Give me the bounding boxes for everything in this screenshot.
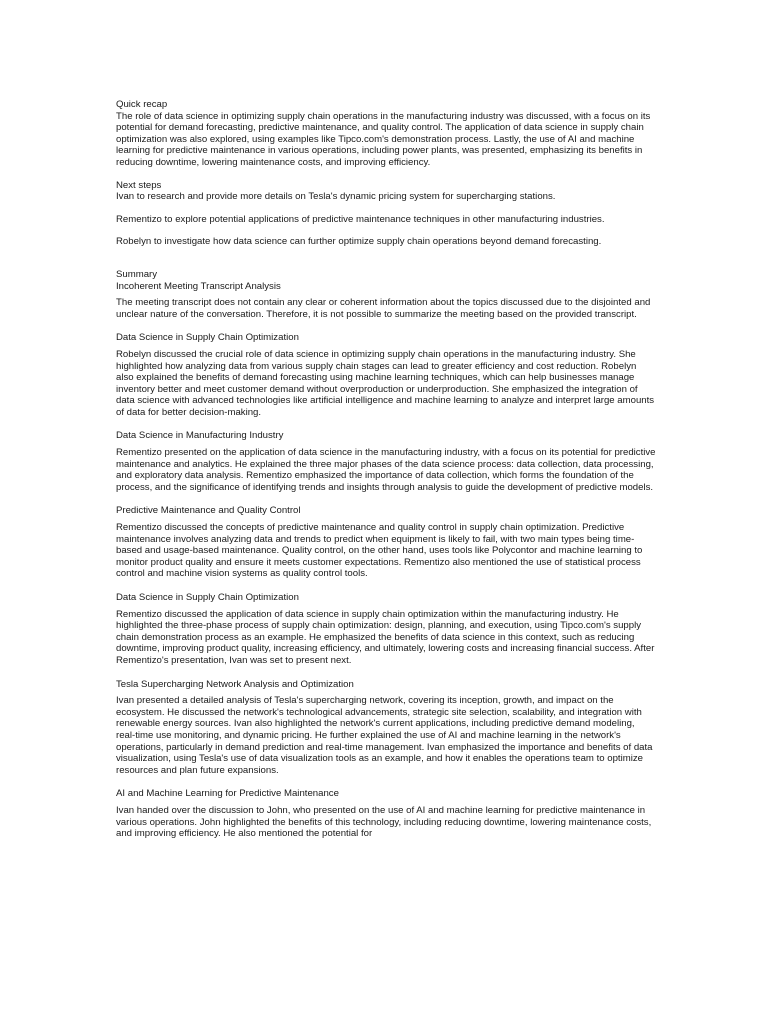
section-heading: Incoherent Meeting Transcript Analysis bbox=[116, 280, 281, 292]
section-text: Rementizo presented on the application of data science in the manufacturing industry, with a focus on its potential for predictive maintenance and analytics. He explained the three major phases of the data science process: data collection, data processing, and exploratory data analysis. Rementizo emphasized the importance of data collection, which forms the foundation of the process, and the significance of identifying trends and insights through analysis to guide the development of predictive models. bbox=[116, 447, 656, 493]
section-heading: Predictive Maintenance and Quality Control bbox=[116, 505, 301, 517]
section-heading: Tesla Supercharging Network Analysis and Optimization bbox=[116, 678, 354, 690]
quick-recap-text: The role of data science in optimizing supply chain operations in the manufacturing industry was discussed, with a focus on its potential for demand forecasting, predictive maintenance, and quality control. The application of data science in supply chain optimization was also explored, using examples like Tipco.com's demonstration process. Lastly, the use of AI and machine learning for predictive maintenance in various operations, including power plants, was presented, emphasizing its benefits in reducing downtime, lowering maintenance costs, and improving efficiency. bbox=[116, 110, 651, 168]
next-step-item: Robelyn to investigate how data science can further optimize supply chain operations beyond demand forecasting. bbox=[116, 236, 602, 248]
next-steps-section bbox=[116, 180, 656, 248]
quick-recap-title: Quick recap bbox=[116, 99, 168, 110]
section-heading: Data Science in Supply Chain Optimization bbox=[116, 332, 299, 344]
section-text: Rementizo discussed the application of data science in supply chain optimization within the manufacturing industry. He highlighted the three-phase process of supply chain optimization: design, planning, and execution, using Tipco.com's supply chain demonstration process as an example. He emphasized the benefits of data science in this context, such as reducing downtime, improving product quality, increasing efficiency, and ultimately, lowering costs and increasing financial success. After Rementizo's presentation, Ivan was set to present next. bbox=[116, 608, 655, 666]
section-text: Rementizo discussed the concepts of predictive maintenance and quality control in supply chain optimization. Predictive maintenance involves analyzing data and trends to predict when equipment is likely to fail, with two main types being time-based and usage-based maintenance. Quality control, on the other hand, uses tools like Polycontor and machine learning to monitor product quality and ensure it meets customer expectations. Rementizo also mentioned the use of statistical process control and machine vision systems as quality control tools. bbox=[116, 522, 643, 580]
next-step-item: Ivan to research and provide more details on Tesla's dynamic pricing system for supercharging stations. bbox=[116, 191, 556, 203]
quick-recap-section bbox=[116, 99, 656, 169]
section-text: Ivan handed over the discussion to John, who presented on the use of AI and machine learning for predictive maintenance in various operations. John highlighted the benefits of this technology, including reducing downtime, lowering maintenance costs, and improving efficiency. He also mentioned the potential for bbox=[116, 804, 652, 840]
summary-title: Summary bbox=[116, 268, 158, 280]
next-step-item: Rementizo to explore potential applications of predictive maintenance techniques in other manufacturing industries. bbox=[116, 213, 605, 225]
section-heading: AI and Machine Learning for Predictive Maintenance bbox=[116, 788, 339, 800]
section-text: Ivan presented a detailed analysis of Tesla's supercharging network, covering its inception, growth, and impact on the ecosystem. He discussed the network's technological advancements, strategic site selection, scalability, and integration with renewable energy sources. Ivan also highlighted the network's current applications, including predictive demand modeling, real-time use monitoring, and dynamic pricing. He further explained the use of AI and machine learning in the network's operations, particularly in demand prediction and real-time management. Ivan emphasized the importance and benefits of data visualization, using Tesla's use of data visualization tools as an example, and how it enables the operations team to optimize resources and plan future expansions. bbox=[116, 695, 653, 776]
document-page bbox=[116, 99, 656, 840]
summary-section bbox=[116, 269, 656, 840]
section-text: The meeting transcript does not contain any clear or coherent information about the topics discussed due to the disjointed and unclear nature of the conversation. Therefore, it is not possible to summarize the meeting based on the provided transcript. bbox=[116, 297, 651, 320]
next-steps-title: Next steps bbox=[116, 179, 162, 191]
section-text: Robelyn discussed the crucial role of data science in optimizing supply chain operations in the manufacturing industry. She highlighted how analyzing data from various supply chain stages can lead to greater efficiency and cost reduction. Robelyn also explained the benefits of demand forecasting using machine learning techniques, which can help businesses manage inventory better and meet customer demand without overproduction or underproduction. She emphasized the integration of data science with advanced technologies like artificial intelligence and machine learning to analyze and interpret large amounts of data for better decision-making. bbox=[116, 348, 655, 418]
section-heading: Data Science in Supply Chain Optimization bbox=[116, 592, 299, 603]
section-heading: Data Science in Manufacturing Industry bbox=[116, 430, 284, 442]
